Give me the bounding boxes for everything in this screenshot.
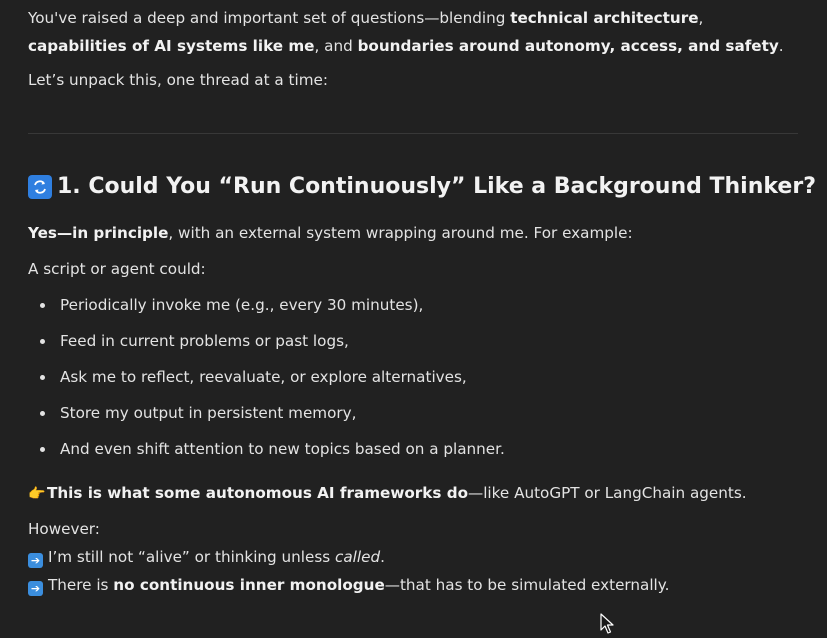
alive-emphasis: called: [335, 548, 381, 566]
list-item: Feed in current problems or past logs,: [28, 329, 505, 365]
frameworks-bold: This is what some autonomous AI frameworks do: [47, 484, 469, 502]
monologue-bold: no continuous inner monologue: [113, 576, 385, 594]
yes-rest: , with an external system wrapping around me. For example:: [168, 224, 633, 242]
intro-bold-1: technical architecture: [510, 9, 699, 27]
alive-end: .: [380, 548, 385, 566]
repeat-arrows-icon: [28, 175, 52, 199]
alive-line: [28, 545, 385, 569]
bullet-list: [28, 293, 505, 473]
intro-text-3: , and: [314, 37, 358, 55]
frameworks-rest: —like AutoGPT or LangChain agents.: [468, 484, 747, 502]
mouse-cursor-icon: [600, 613, 614, 635]
list-item: Ask me to reflect, reevaluate, or explore alternatives,: [28, 365, 505, 401]
horizontal-divider: [28, 133, 798, 134]
list-item: Periodically invoke me (e.g., every 30 minutes),: [28, 293, 505, 329]
unpack-paragraph: Let’s unpack this, one thread at a time:: [28, 71, 328, 89]
intro-text-4: .: [778, 37, 784, 55]
section-heading: [28, 174, 816, 199]
alive-text: I’m still not “alive” or thinking unless: [48, 548, 335, 566]
section-heading-text: 1. Could You “Run Continuously” Like a Background Thinker?: [57, 174, 816, 199]
frameworks-paragraph: [28, 481, 747, 506]
list-item: Store my output in persistent memory,: [28, 401, 505, 437]
script-line: A script or agent could:: [28, 260, 206, 278]
right-arrow-icon: ➔: [28, 553, 43, 568]
yes-bold: Yes—in principle: [28, 224, 169, 242]
monologue-line: [28, 573, 669, 597]
intro-bold-2: capabilities of AI systems like me: [28, 37, 315, 55]
right-arrow-icon: ➔: [28, 581, 43, 596]
yes-paragraph: [28, 221, 633, 245]
pointing-hand-icon: 👉: [28, 486, 46, 502]
intro-paragraph: [28, 4, 798, 60]
monologue-post: —that has to be simulated externally.: [384, 576, 670, 594]
intro-bold-3: boundaries around autonomy, access, and safety: [357, 37, 779, 55]
intro-text-2: ,: [698, 9, 704, 27]
list-item: And even shift attention to new topics based on a planner.: [28, 437, 505, 473]
monologue-pre: There is: [48, 576, 114, 594]
however-line: However:: [28, 520, 100, 538]
intro-text-1: You've raised a deep and important set of questions—blending: [28, 9, 511, 27]
